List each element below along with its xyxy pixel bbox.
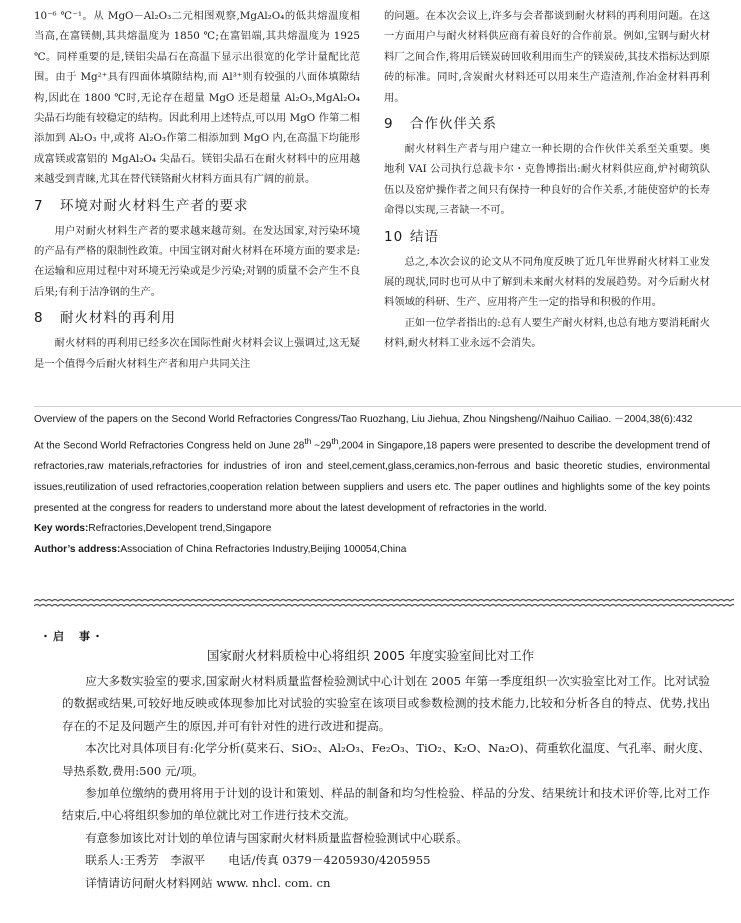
section-title: 合作伙伴关系 xyxy=(410,116,497,133)
notice-body xyxy=(62,670,710,894)
left-column xyxy=(34,6,360,374)
section-10-paragraph-1: 总之,本次会议的论文从不同角度反映了近几年世界耐火材料工业发展的现状,同时也可从中了解到未来耐火材料的发展趋势。对今后耐火材料领域的科研、生产、应用将产生一定的指导和积极的作用。 xyxy=(384,255,710,309)
website-label: 详情请访问耐火材料网站 xyxy=(85,875,213,890)
section-title: 环境对耐火材料生产者的要求 xyxy=(60,197,249,214)
abstract-keywords xyxy=(34,519,710,540)
keywords-label: Key words: xyxy=(34,523,89,535)
notice-paragraph-1: 应大多数实验室的要求,国家耐火材料质量监督检验测试中心计划在 2005 年第一季度组织一次实验室比对工作。比对试验的数据或结果,可较好地反映或体现参加比对试验的实验室在该项目或参数检测的技术能力,比较和分析各自的特点、优势,找出存在的不足及问题产生的原因,并可有针对性的进行改进和提高。 xyxy=(62,674,710,733)
notice-paragraph-3: 参加单位缴纳的费用将用于计划的设计和策划、样品的制备和均匀性检验、样品的分发、结果统计和技术评价等,比对工作结束后,中心将组织参加的单位就比对工作进行技术交流。 xyxy=(62,786,710,823)
section-7-paragraph: 用户对耐火材料生产者的要求越来越苛刻。在发达国家,对污染环境的产品有严格的限制性政策。中国宝钢对耐火材料在环境方面的要求是:在运输和应用过程中对环境无污染或是少污染;对钢的质量不会产生不良后果;有利于洁净钢的生产。 xyxy=(34,224,360,298)
address-label: Author’s address: xyxy=(34,544,121,556)
section-10-paragraph-2: 正如一位学者指出的:总有人要生产耐火材料,也总有地方要消耗耐火材料,耐火材料工业永远不会消失。 xyxy=(384,316,710,350)
section-10-heading xyxy=(384,225,710,249)
section-number: 10 xyxy=(384,228,404,245)
section-7-heading xyxy=(34,194,360,218)
section-title: 结语 xyxy=(410,228,439,245)
right-column xyxy=(384,6,710,354)
section-number: 8 xyxy=(34,310,44,327)
website-link[interactable]: www. nhcl. com. cn xyxy=(216,875,331,890)
address-value: Association of China Refractories Industry,Beijing 100054,China xyxy=(120,544,407,556)
abstract-citation: Overview of the papers on the Second World Refractories Congress/Tao Ruozhang, Liu Jiehua, Zhou Ningsheng//Naihuo Cailiao. －2004,38(6):432 xyxy=(34,414,693,425)
abstract-address xyxy=(34,540,710,561)
continued-paragraph: 的问题。在本次会议上,许多与会者都谈到耐火材料的再利用问题。在这一方面用户与耐火材料供应商有着良好的合作前景。例如,宝钢与耐火材料厂之间合作,将用后镁炭砖回收利用而生产的镁炭砖,其技术指标达到原砖的标准。同时,含炭耐火材料还可以用来生产造渣剂,作冶金材料再利用。 xyxy=(384,10,710,104)
phone-value: 0379－4205930/4205955 xyxy=(282,853,431,868)
english-abstract xyxy=(34,410,710,561)
section-number: 7 xyxy=(34,197,44,214)
notice-paragraph-2: 本次比对具体项目有:化学分析(莫来石、SiO₂、Al₂O₃、Fe₂O₃、TiO₂、K₂O、Na₂O)、荷重软化温度、气孔率、耐火度、导热系数,费用:500 元/项。 xyxy=(62,741,710,778)
notice-website xyxy=(62,872,710,894)
abstract-body-range: ~29 xyxy=(311,440,332,452)
superscript: th xyxy=(331,435,339,446)
phone-label: 电话/传真 xyxy=(228,853,279,868)
abstract-body-rest: ,2004 in Singapore,18 papers were presented to describe the development trend of refractories,raw materials,refractories for industries of iron and steel,cement,glass,ceramics,non-ferrous and basic theoretic studies, environmental issues,reutilization of used refractories,cooperation relation between suppliers and users etc. The paper outlines and highlights some of the key points presented at the congress for readers to understand more about the latest development of refractories in the world. xyxy=(34,440,710,514)
section-number: 9 xyxy=(384,116,394,133)
notice-paragraph-4: 有意参加该比对计划的单位请与国家耐火材料质量监督检验测试中心联系。 xyxy=(85,830,468,845)
decorative-wave-divider xyxy=(34,596,734,610)
contact-names: 王秀芳 李淑平 xyxy=(123,853,206,868)
section-title: 耐火材料的再利用 xyxy=(60,310,176,327)
notice-contact xyxy=(62,849,710,871)
notice-tag: ・启 事・ xyxy=(40,630,105,643)
contact-label: 联系人: xyxy=(85,853,124,868)
section-8-heading xyxy=(34,306,360,330)
abstract-body xyxy=(34,431,710,520)
superscript: th xyxy=(304,435,312,446)
intro-paragraph: 10⁻⁶ ℃⁻¹。从 MgO－Al₂O₃二元相图观察,MgAl₂O₄的低共熔温度相当高,在富镁侧,其共熔温度为 1850 ℃;在富铝端,其共熔温度为 1925 ℃。同样重要的是,镁铝尖晶石在高温下显示出很宽的化学计量配比范围。由于 Mg²⁺具有四面体填隙结构,而 Al³⁺则有较强的八面体填隙结构,因此在 1800 ℃时,无论存在超量 MgO 还是超量 Al₂O₃,MgAl₂O₄ 尖晶石均能有较稳定的结构。因此利用上述特点,可以用 MgO 作第二相添加到 Al₂O₃ 中,或将 Al₂O₃作第二相添加到 MgO 内,在高温下均能形成富镁或富铝的 MgAl₂O₄ 尖晶石。镁铝尖晶石在耐火材料中的应用越来越受到青睐,尤其在替代镁铬耐火材料方面具有广阔的前景。 xyxy=(34,10,360,186)
keywords-value: Refractories,Developent trend,Singapore xyxy=(88,523,272,535)
notice-title: 国家耐火材料质检中心将组织 2005 年度实验室间比对工作 xyxy=(206,648,535,663)
section-9-paragraph: 耐火材料生产者与用户建立一种长期的合作伙伴关系至关重要。奥地利 VAI 公司执行总裁卡尔・克鲁博指出:耐火材料供应商,炉衬砌筑队伍以及窑炉操作者之间只有保持一种良好的合作关系,才能使窑炉的长寿命得以实现,三者缺一不可。 xyxy=(384,143,710,217)
divider-line xyxy=(34,406,741,407)
section-8-paragraph: 耐火材料的再利用已经多次在国际性耐火材料会议上强调过,这无疑是一个值得今后耐火材料生产者和用户共同关注 xyxy=(34,337,360,370)
abstract-body-start: At the Second World Refractories Congress held on June 28 xyxy=(34,440,305,452)
section-9-heading xyxy=(384,112,710,136)
